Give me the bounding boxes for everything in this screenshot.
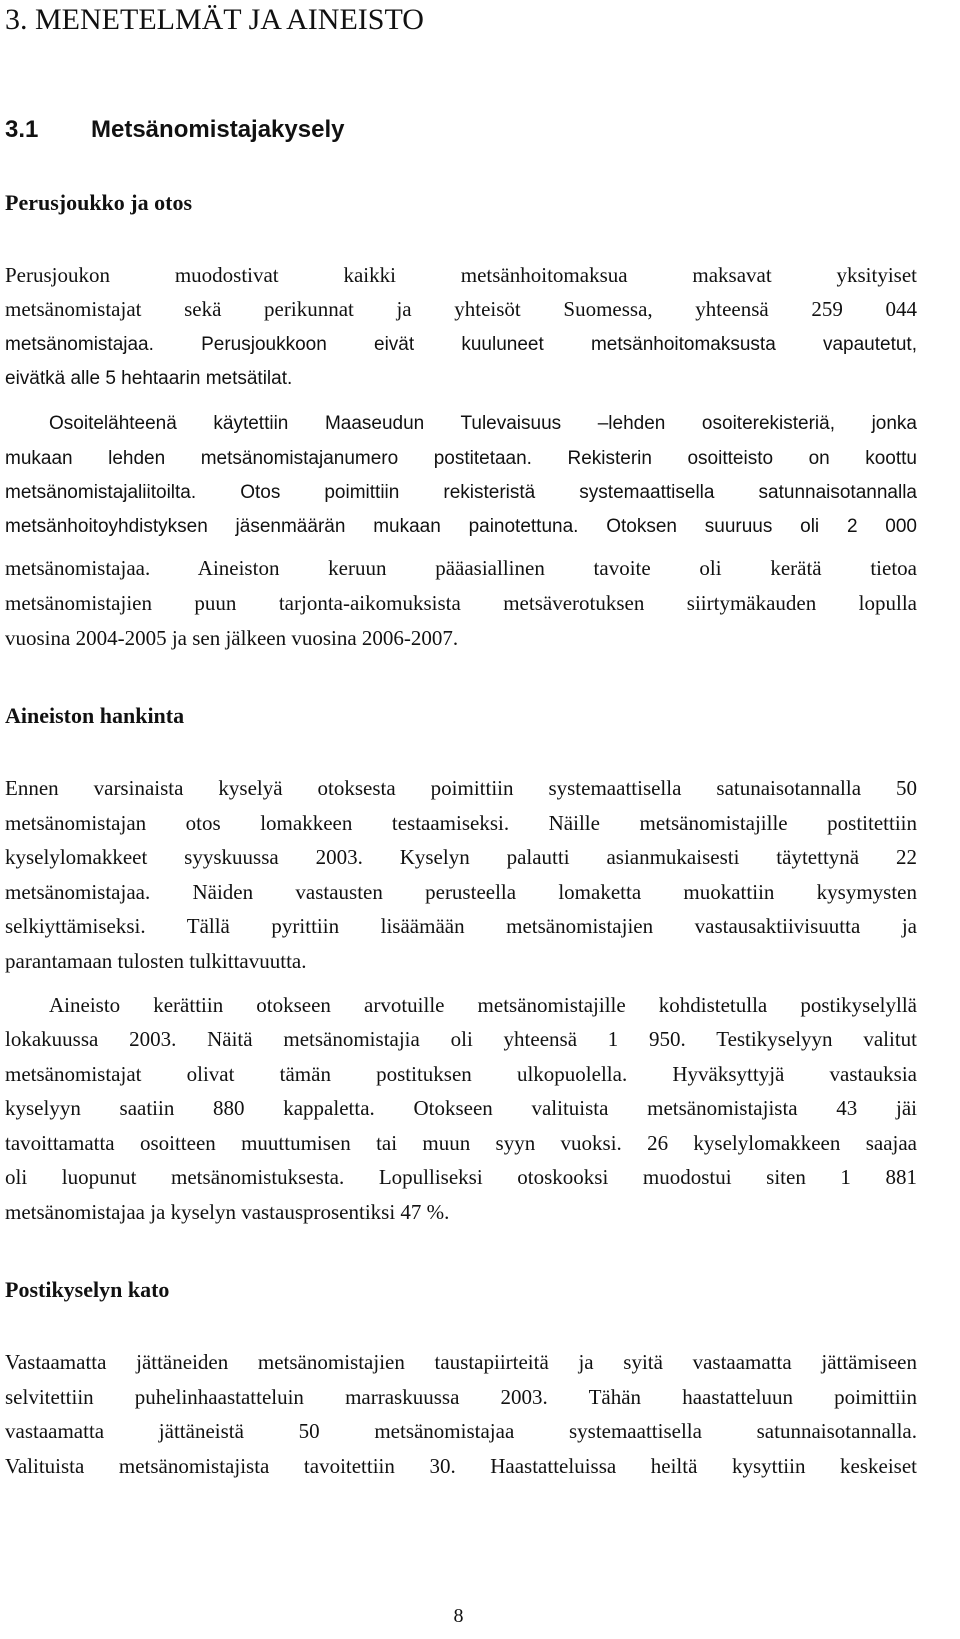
- paragraph-line: Perusjoukon muodostivat kaikki metsänhoitomaksua maksavat yksityiset: [5, 263, 917, 287]
- subheading-kato: Postikyselyn kato: [5, 1277, 170, 1302]
- paragraph-line: metsänomistajaa. Näiden vastausten perusteella lomaketta muokattiin kysymysten: [5, 880, 917, 904]
- paragraph-line: metsänomistajien puun tarjonta-aikomuksista metsäverotuksen siirtymäkauden lopulla: [5, 591, 917, 615]
- paragraph-line: metsänomistajan otos lomakkeen testaamiseksi. Näille metsänomistajille postitettiin: [5, 811, 917, 835]
- paragraph-line: metsänomistajaa. Perusjoukkoon eivät kuuluneet metsänhoitomaksusta vapautetut,: [5, 334, 917, 355]
- subheading-perusjoukko: Perusjoukko ja otos: [5, 190, 193, 215]
- paragraph-line: mukaan lehden metsänomistajanumero postitetaan. Rekisterin osoitteisto on koottu: [5, 448, 917, 469]
- paragraph-line: vuosina 2004-2005 ja sen jälkeen vuosina 2006-2007.: [5, 626, 459, 650]
- paragraph-line: metsänomistajaliitoilta. Otos poimittiin rekisteristä systemaattisella satunnaisotannalla: [5, 482, 917, 503]
- paragraph-line: metsänhoitoyhdistyksen jäsenmäärän mukaan painotettuna. Otoksen suuruus oli 2 000: [5, 516, 917, 537]
- paragraph-line: vastaamatta jättäneistä 50 metsänomistajaa systemaattisella satunnaisotannalla.: [5, 1419, 917, 1443]
- paragraph-line: selvitettiin puhelinhaastatteluin marraskuussa 2003. Tähän haastatteluun poimittiin: [5, 1385, 917, 1409]
- subheading-hankinta: Aineiston hankinta: [5, 703, 185, 728]
- paragraph-line: lokakuussa 2003. Näitä metsänomistajia oli yhteensä 1 950. Testikyselyyn valitut: [5, 1027, 917, 1051]
- paragraph-line: metsänomistajat sekä perikunnat ja yhteisöt Suomessa, yhteensä 259 044: [5, 297, 917, 321]
- paragraph-line: parantamaan tulosten tulkittavuutta.: [5, 949, 307, 973]
- paragraph-line: metsänomistajat olivat tämän postituksen ulkopuolella. Hyväksyttyjä vastauksia: [5, 1062, 917, 1086]
- paragraph-line: kyselyyn saatiin 880 kappaletta. Otokseen valituista metsänomistajista 43 jäi: [5, 1096, 917, 1120]
- paragraph-line: tavoittamatta osoitteen muuttumisen tai muun syyn vuoksi. 26 kyselylomakkeen saajaa: [5, 1131, 917, 1155]
- paragraph-line: Ennen varsinaista kyselyä otoksesta poimittiin systemaattisella satunaisotannalla 50: [5, 776, 917, 800]
- paragraph-line: oli luopunut metsänomistuksesta. Lopulliseksi otoskooksi muodostui siten 1 881: [5, 1165, 917, 1189]
- page-number: 8: [453, 1605, 464, 1627]
- paragraph-line: selkiyttämiseksi. Tällä pyrittiin lisäämään metsänomistajien vastausaktiivisuutta ja: [5, 914, 917, 938]
- paragraph-line: kyselylomakkeet syyskuussa 2003. Kyselyn palautti asianmukaisesti täytettynä 22: [5, 845, 917, 869]
- paragraph-line: metsänomistajaa. Aineiston keruun pääasiallinen tavoite oli kerätä tietoa: [5, 556, 917, 580]
- paragraph-line: Vastaamatta jättäneiden metsänomistajien taustapiirteitä ja syitä vastaamatta jättämiseen: [5, 1350, 917, 1374]
- paragraph-line: eivätkä alle 5 hehtaarin metsätilat.: [5, 368, 293, 389]
- section-title: Metsänomistajakysely: [91, 116, 345, 143]
- section-number: 3.1: [5, 116, 39, 143]
- paragraph-line: Osoitelähteenä käytettiin Maaseudun Tulevaisuus –lehden osoiterekisteriä, jonka: [49, 413, 917, 434]
- paragraph-line: Valituista metsänomistajista tavoitettiin 30. Haastatteluissa heiltä kysyttiin keskeiset: [5, 1454, 917, 1478]
- paragraph-line: metsänomistajaa ja kyselyn vastausprosentiksi 47 %.: [5, 1200, 450, 1224]
- chapter-heading: 3. MENETELMÄT JA AINEISTO: [5, 3, 424, 36]
- section-heading: [5, 110, 344, 150]
- paragraph-line: Aineisto kerättiin otokseen arvotuille metsänomistajille kohdistetulla postikyselyllä: [49, 993, 917, 1017]
